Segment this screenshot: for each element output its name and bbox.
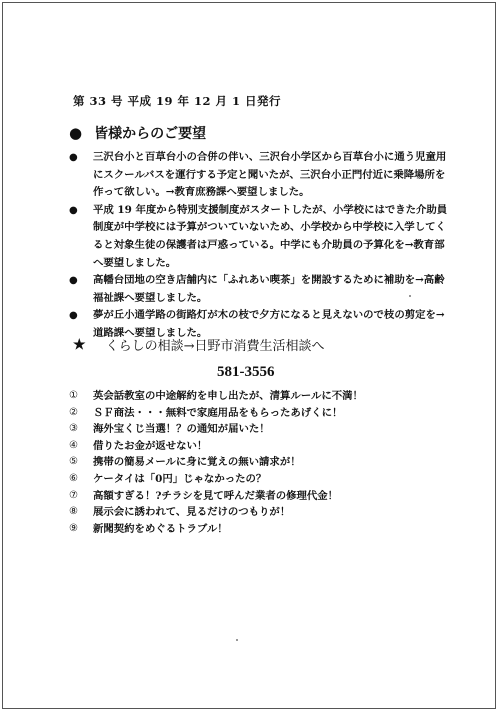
bullet-icon: ●: [69, 204, 78, 216]
list-item: [69, 521, 449, 538]
list-item: [69, 405, 449, 422]
bullet-icon: ●: [69, 310, 78, 322]
topic-text: 借りたお金が返せない！: [93, 439, 208, 452]
circled-number: ②: [69, 406, 78, 418]
topic-text: 携帯の簡易メールに身に覚えの無い請求が！: [93, 456, 301, 469]
circled-number: ⑦: [69, 489, 78, 501]
request-text: 夢が丘小通学路の街路灯が木の枝で夕方になると見えないので枝の剪定を→道路課へ要望しました。: [93, 309, 445, 339]
requests-list: [69, 149, 449, 343]
requests-title: 皆様からのご要望: [94, 126, 207, 142]
request-text: 高幡台団地の空き店舗内に「ふれあい喫茶」を開設するために補助を→高齢福祉課へ要望しました。: [93, 274, 445, 304]
scan-speck: [236, 639, 238, 641]
bullet-icon: ●: [69, 275, 78, 287]
phone-number: 581-3556: [217, 364, 275, 380]
circled-number: ⑤: [69, 456, 78, 468]
list-item: [69, 388, 449, 405]
large-bullet-icon: ●: [69, 124, 83, 142]
circled-number: ④: [69, 439, 78, 451]
list-item: [69, 488, 449, 505]
list-item: [69, 421, 449, 438]
topic-text: 新聞契約をめぐるトラブル！: [93, 522, 228, 535]
topic-text: 海外宝くじ当選！？の通知が届いた！: [93, 423, 270, 436]
topic-text: ＳＦ商法・・・無料で家庭用品をもらったあげくに！: [93, 406, 343, 419]
topic-text: ケータイは「0円」じゃなかったの？: [93, 472, 267, 485]
circled-number: ⑥: [69, 472, 78, 484]
topic-text: 高額すぎる！?チラシを見て呼んだ業者の修理代金！: [93, 489, 339, 502]
request-text: 三沢台小と百草台小の合併の伴い、三沢台小学区から百草台小に通う児童用にスクールバスを運行する予定と聞いたが、三沢台小正門付近に乗降場所を作って欲しい。→教育庶務課へ要望しました。: [93, 151, 447, 199]
circled-number: ③: [69, 423, 78, 435]
list-item: [69, 149, 449, 202]
topic-text: 英会話教室の中途解約を申し出たが、清算ルールに不満！: [93, 390, 363, 402]
scan-speck: [409, 295, 411, 297]
bullet-icon: ●: [69, 152, 78, 163]
requests-heading: [69, 123, 206, 143]
list-item: [69, 202, 449, 272]
consult-heading: [73, 335, 324, 354]
list-item: [69, 471, 449, 488]
consult-title: くらしの相談→日野市消費生活相談へ: [105, 339, 325, 354]
request-text: 平成 19 年度から特別支援制度がスタートしたが、小学校にはできた介助員制度が中学校には予算がついていないため、小学校から中学校に入学してくると対象生徒の保護者は戸惑っている。中学にも介助員の予算化を→教育部へ要望しました。: [93, 203, 448, 269]
newsletter-page: [2, 2, 496, 709]
list-item: [69, 438, 449, 455]
list-item: [69, 272, 449, 307]
topic-text: 展示会に誘われて、見るだけのつもりが！: [93, 506, 291, 519]
issue-line: 第 33 号 平成 19 年 12 月 1 日発行: [73, 94, 282, 108]
consult-topics-list: [69, 388, 449, 537]
circled-number: ⑨: [69, 522, 78, 534]
list-item: [69, 454, 449, 471]
circled-number: ⑧: [69, 506, 78, 518]
star-icon: ★: [73, 336, 86, 353]
list-item: [69, 504, 449, 521]
circled-number: ①: [69, 390, 78, 401]
